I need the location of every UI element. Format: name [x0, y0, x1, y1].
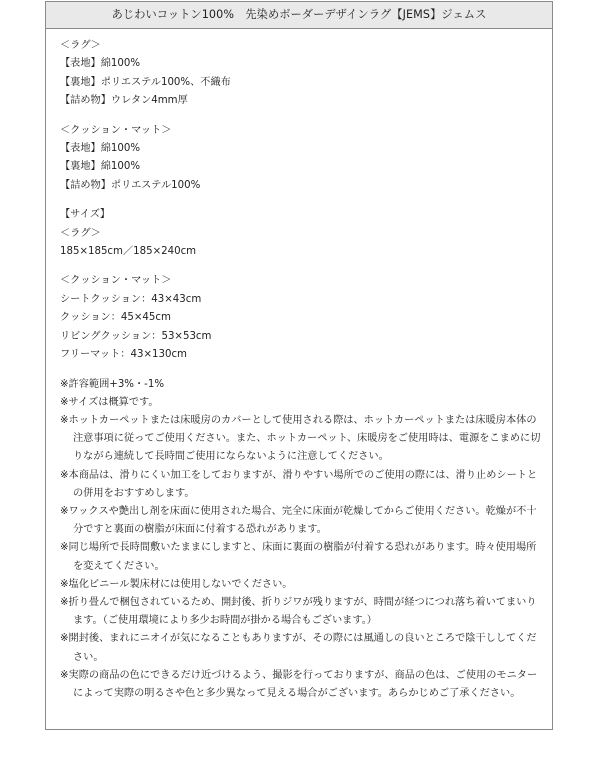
cushion-material-section [60, 122, 542, 196]
spec-line: 185×185cm／185×240cm [60, 246, 197, 258]
product-title: あじわいコットン100% 先染めボーダーデザインラグ【JEMS】ジェムス [46, 2, 552, 29]
note-item: ※ワックスや艶出し剤を床面に使用された場合、完全に床面が乾燥してからご使用ください。乾燥が不十分ですと裏面の樹脂が床面に付着する恐れがあります。 [60, 505, 537, 536]
note-item: ※サイズは概算です。 [60, 396, 159, 408]
section-heading: ＜クッション・マット＞ [60, 124, 172, 136]
note-item: ※ホットカーペットまたは床暖房のカバーとして使用される際は、ホットカーペットまたは床暖房本体の注意事項に従ってご使用ください。また、ホットカーペット、床暖房をご使用時は、電源をこまめに切りながら連続して長時間ご使用にならないように注意してください。 [60, 414, 541, 463]
note-item: ※実際の商品の色にできるだけ近づけるよう、撮影を行っておりますが、商品の色は、ご使用のモニターによって実際の明るさや色と多少異なって見える場合がございます。あらかじめご了承ください。 [60, 669, 538, 699]
notes-section [60, 376, 542, 704]
note-item: ※許容範囲+3%・-1% [60, 378, 165, 390]
spec-table [45, 1, 553, 730]
rug-material-section [60, 37, 542, 111]
spec-line: 【裏地】ポリエステル100%、不織布 [60, 76, 231, 88]
section-heading: ＜ラグ＞ [60, 40, 101, 51]
spec-line: フリーマット：43×130cm [60, 349, 187, 361]
note-item: ※開封後、まれにニオイが気になることもありますが、その際には風通しの良いところで陰干ししてください。 [60, 633, 537, 663]
spec-line: クッション：45×45cm [60, 312, 171, 324]
spec-line: 【表地】綿100% [60, 143, 141, 155]
spec-line: リビングクッション：53×53cm [60, 330, 212, 342]
spec-line: 【表地】綿100% [60, 58, 141, 70]
spec-content [60, 37, 542, 714]
spec-line: 【詰め物】ウレタン4mm厚 [60, 95, 188, 107]
section-heading: ＜クッション・マット＞ [60, 275, 172, 287]
note-item: ※塩化ビニール製床材には使用しないでください。 [60, 578, 293, 590]
rug-size-section [60, 206, 542, 261]
note-item: ※折り畳んで梱包されているため、開封後、折りジワが残りますが、時間が経つにつれ落ち着いてまいります。（ご使用環境により多少お時間が掛かる場合もございます。） [60, 596, 537, 627]
spec-line: シートクッション：43×43cm [60, 293, 202, 305]
note-item: ※本商品は、滑りにくい加工をしておりますが、滑りやすい場所でのご使用の際には、滑り止めシートとの併用をおすすめします。 [60, 469, 538, 499]
section-heading: 【サイズ】 [60, 209, 111, 221]
note-item: ※同じ場所で長時間敷いたままにしますと、床面に裏面の樹脂が付着する恐れがあります。時々使用場所を変えてください。 [60, 542, 537, 572]
cushion-size-section [60, 272, 542, 364]
sub-heading: ＜ラグ＞ [60, 227, 101, 239]
spec-line: 【詰め物】ポリエステル100% [60, 179, 201, 191]
spec-line: 【裏地】綿100% [60, 161, 141, 173]
